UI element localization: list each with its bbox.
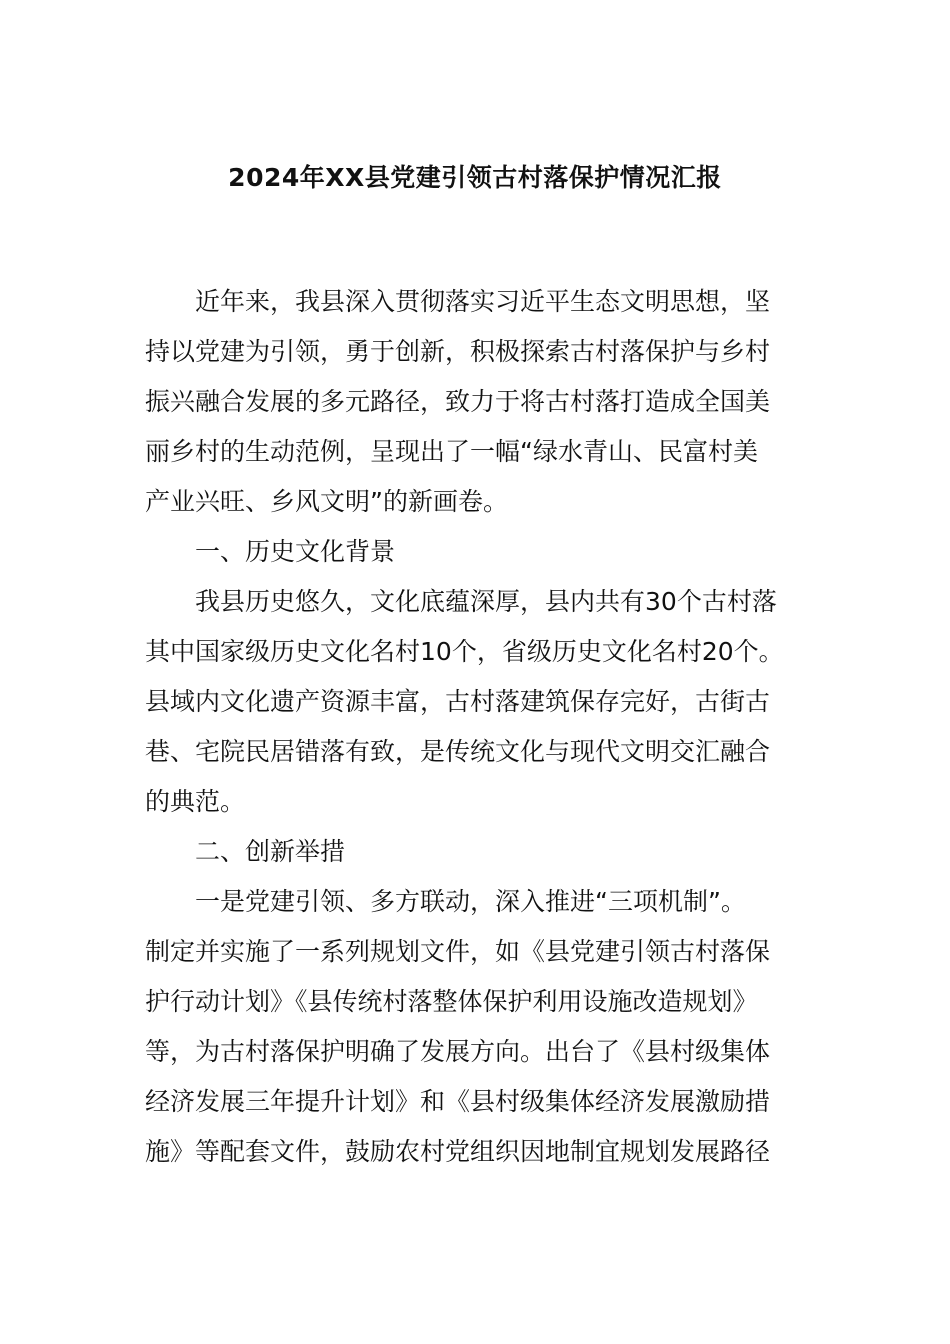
- paragraph-line: 等，为古村落保护明确了发展方向。出台了《县村级集体: [145, 1037, 771, 1066]
- paragraph-line: 一是党建引领、多方联动，深入推进“三项机制”。: [195, 887, 746, 916]
- section-heading: 二、创新举措: [195, 837, 346, 866]
- paragraph-line: 产业兴旺、乡风文明”的新画卷。: [145, 487, 508, 516]
- paragraph-line: 护行动计划》《县传统村落整体保护利用设施改造规划》: [145, 987, 758, 1016]
- paragraph-line: 振兴融合发展的多元路径，致力于将古村落打造成全国美: [145, 387, 771, 416]
- paragraph-line: 经济发展三年提升计划》和《县村级集体经济发展激励措: [145, 1087, 771, 1116]
- paragraph-line: 其中国家级历史文化名村10个，省级历史文化名村20个。: [145, 637, 784, 666]
- paragraph-line: 近年来，我县深入贯彻落实习近平生态文明思想，坚: [195, 287, 771, 316]
- paragraph-line: 的典范。: [145, 787, 246, 816]
- document-body: [145, 284, 810, 1184]
- paragraph-line: 施》等配套文件，鼓励农村党组织因地制宜规划发展路径: [145, 1137, 771, 1166]
- paragraph-line: 巷、宅院民居错落有致，是传统文化与现代文明交汇融合: [145, 737, 771, 766]
- paragraph-line: 丽乡村的生动范例，呈现出了一幅“绿水青山、民富村美: [145, 437, 758, 466]
- paragraph-line: 我县历史悠久，文化底蕴深厚，县内共有30个古村落: [195, 587, 777, 616]
- paragraph-line: 县域内文化遗产资源丰富，古村落建筑保存完好，古街古: [145, 687, 771, 716]
- paragraph-line: 制定并实施了一系列规划文件，如《县党建引领古村落保: [145, 937, 771, 966]
- section-heading: 一、历史文化背景: [195, 537, 396, 566]
- paragraph-line: 持以党建为引领，勇于创新，积极探索古村落保护与乡村: [145, 337, 771, 366]
- document-title: 2024年XX县党建引领古村落保护情况汇报: [228, 163, 722, 192]
